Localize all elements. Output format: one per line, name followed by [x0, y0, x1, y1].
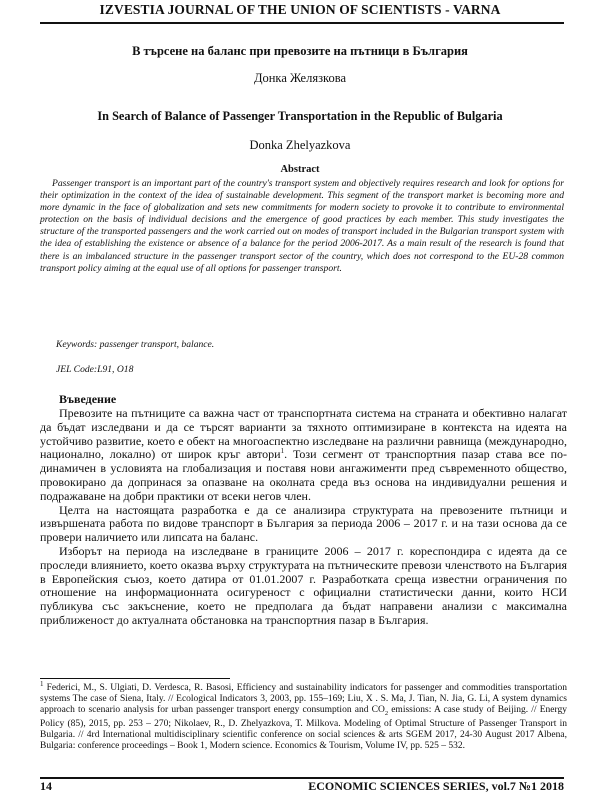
- paragraph-1-text-b: . Този сегмент от транспортния пазар става все по-динамичен в условията на глобализация и поставя нови ангажименти пред съвременното общество, провокирано да допринася за опазване на околната среда въз основа на индивидуални решения и подражаване на добри практики от всеки негов член.: [40, 447, 567, 503]
- page-number: 14: [40, 779, 52, 793]
- footnote-text-a: Federici, M., S. Ulgiati, D. Verdesca, R. Basosi, Efficiency and sustainability indicators for passenger and commodities transportation systems The case of Siena, Italy. // Ecological Indicators 3, 2003, pp. 155–169; Liu, X . S. Ma, J. Tian, N. Jia, G. Li, A system dynamics approach to scenario analysis for urban passenger transport energy consumption and CO: [40, 683, 567, 715]
- jel-code: JEL Code:L91, O18: [56, 364, 134, 375]
- author-name-en: Donka Zhelyazkova: [249, 138, 351, 152]
- paragraph-1: [40, 407, 567, 504]
- journal-header: IZVESTIA JOURNAL OF THE UNION OF SCIENTISTS - VARNA: [99, 2, 501, 17]
- abstract-text: Passenger transport is an important part of the country's transport system and objectively requires research and look for options for their optimization in the context of the idea of sustainable development. This segment of the transport market is becoming more and more dynamic in the face of globalization and sets new commitments for modern society to provoke it to contribute to environmental protection on the basis of individual decisions and the emergence of good practices by each member. This study investigates the structure of the transported passengers and the work carried out on modes of transport included in the Bulgarian transport system with the idea of establishing the existence or absence of a balance for the period 2006-2017. As a main result of the research is found that there is an imbalanced structure in the passenger transport sector of the country, which does not correspond to the EU-28 common transport policy aiming at the equal use of all options for passenger transport.: [40, 178, 564, 274]
- header-rule: [40, 22, 564, 24]
- footnote: [40, 679, 567, 752]
- footnote-subscript: 2: [384, 709, 389, 717]
- introduction-body: [40, 407, 567, 628]
- footnote-text-b: emissions: A case study of Beijing. // Energy Policy (85), 2015, pp. 253 – 270; Nikolaev, R., D. Zhelyazkova, T. Milkova. Modeling of Optimal Structure of Passenger Transport in Bulgaria. // 4rd International multidisciplinary scientific conference on social sciences & arts SGEM 2017, 24-30 August 2017 Albena, Bulgaria: conference proceedings – Book 1, Modern science. Economics & Tourism, Volume IV, pp. 525 – 532.: [40, 704, 567, 751]
- paragraph-3: Изборът на периода на изследване в границите 2006 – 2017 г. кореспондира с идеята да се проследи влиянието, което оказва върху структурата на пътническите превози членството на България в Европейския съюз, което датира от 01.01.2007 г. Разработката среща известни ограничения по отношение на информационната осигуреност с официални статистически данни, които НСИ публикува със закъснение, което не предполага да бъдат направени анализи с максимална приближеност до актуалната обстановка на транспортния пазар в България.: [40, 543, 567, 627]
- keywords: Keywords: passenger transport, balance.: [56, 339, 215, 350]
- series-label: ECONOMIC SCIENCES SERIES, vol.7 №1 2018: [308, 779, 564, 793]
- section-heading-introduction: Въведение: [59, 392, 117, 406]
- footnote-reference[interactable]: 1: [280, 447, 285, 456]
- footnote-rule: [40, 678, 230, 679]
- paragraph-2: Целта на настоящата разработка е да се анализира структурата на превозените пътници и извършената работа по видове транспорт в България за периода 2006 – 2017 г. и на тази основа да се провери наличието или липсата на баланс.: [40, 502, 567, 545]
- article-title-bg: В търсене на баланс при превозите на пътници в България: [132, 44, 468, 58]
- paragraph-1-text-a: Превозите на пътниците са важна част от транспортната система на страната и обективно налагат да бъдат изследвани и да се търсят варианти за тяхното оптимизиране в контекста на идеята на устойчиво развитие, което е обект на многоаспектно изследване на различни равнища (международно, национално, локално) от широк кръг автори: [40, 406, 567, 462]
- footnote-marker: 1: [40, 679, 44, 688]
- abstract-heading: Abstract: [280, 164, 320, 175]
- author-name-bg: Донка Желязкова: [253, 71, 347, 85]
- article-title-en: In Search of Balance of Passenger Transportation in the Republic of Bulgaria: [97, 109, 503, 123]
